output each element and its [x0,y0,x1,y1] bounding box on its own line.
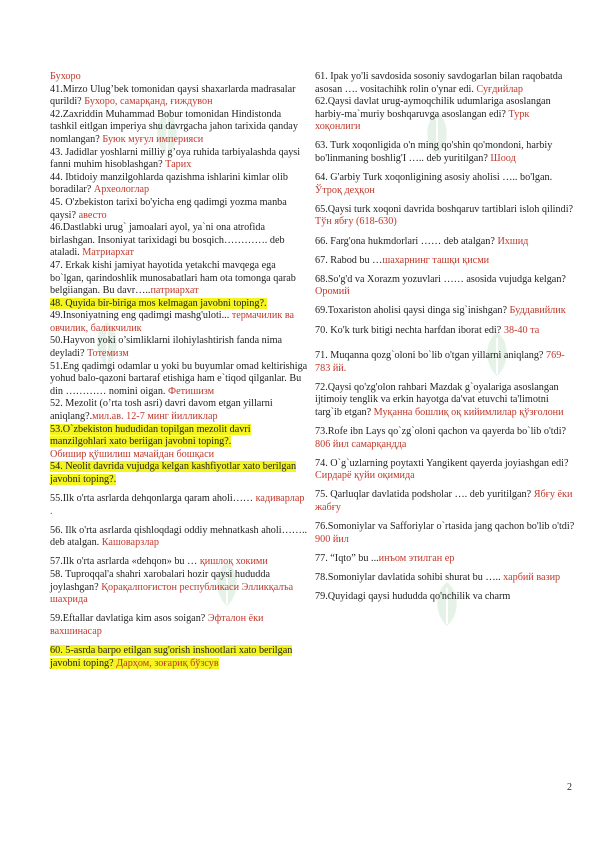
question-text: 67. Rabod bu … [315,254,383,266]
question-item [50,398,308,423]
question-item [50,645,308,670]
question-text: 79.Quyidagi qaysi hududda qo'nchilik va charm [315,591,511,602]
question-item [50,569,308,607]
answer-text: 38-40 та [503,324,540,336]
question-text: 66. Farg'ona hukmdorlari …… deb atalgan? [315,235,498,247]
question-item [315,172,575,197]
question-item [315,458,575,483]
question-item [50,449,308,462]
question-item [50,147,308,172]
answer-text: кадиварлар . [50,493,305,517]
question-item [315,204,575,229]
question-item [50,84,308,109]
answer-text: Буддавийлик [509,305,566,317]
answer-text: Буюк муғул империяси [102,133,204,145]
answer-text: Тарих [165,159,192,171]
question-text: 59.Eftallar davlatiga kim asos soigan? [50,613,208,625]
question-text: 53.O`zbekiston hududidan topilgan mezolit davri manzilgohlari xato beriigan javobni toping?. [50,423,251,448]
question-item [50,197,308,222]
question-text: 44. Ibtidoiy manzilgohlarda qazishma ishlarini kimlar olib boradilar? [50,171,288,196]
question-text: 54. Neolit davrida vujudga kelgan kashfiyotlar xato berilgan javobni toping?. [50,461,297,485]
question-text: 74. O`g`uzlarning poytaxti Yangikent qayerda joyiashgan edi? [315,457,569,469]
answer-text: Тотемизм [87,348,129,360]
answer-text: Дарҳом, зоғариқ бўзсув [116,657,219,669]
answer-text: Ихшид [497,235,529,247]
question-item [315,96,575,134]
answer-text: Археологлар [93,184,150,196]
question-text: 77. “Iqto” bu ... [315,552,379,564]
right-column [315,71,575,604]
question-text: 47. Erkak kishi jamiyat hayotida yetakchi mavqega ega bo`lgan, qarindoshlik munosabatlari ham ota tomonga qarab belgiiangan. Bu davr….. [50,259,296,297]
question-item [50,310,308,335]
question-text: 50.Hayvon yoki o’simliklarni ilohiylashtirish fanda nima deyladi? [50,335,283,360]
answer-text: Сирдарё қуйи оқимида [315,470,415,482]
question-item [315,489,575,514]
question-item [315,274,575,299]
question-item [315,325,575,338]
answer-text: Шоод [490,153,516,165]
question-item [50,172,308,197]
question-text: 76.Somoniylar va Safforiylar o`rtasida jang qachon bo'lib o'tdi? [315,521,575,533]
answer-text: Фетишизм [168,385,215,397]
question-item [50,335,308,360]
question-item [50,298,308,311]
question-text: 56. Ilk o'rta asrlarda qishloqdagi oddiy mehnatkash aholi…….. deb atalgan. [50,524,308,549]
question-item [315,305,575,318]
question-text: 48. Quyida bir-biriga mos kelmagan javobni toping?. [50,297,267,309]
answer-text: Бухоро, самарқанд, ғиждувон [84,96,213,108]
answer-text: авесто [78,209,107,221]
answer-text: харбий вазир [503,571,561,583]
question-item [50,361,308,399]
answer-text: мил.ав. 12-7 минг йилликлар [92,411,218,423]
question-item [315,426,575,451]
question-item [50,424,308,449]
question-item [315,140,575,165]
answer-text: Тўн ябғу (618-630) [315,216,397,228]
answer-text: шахарнинг ташқи қисми [382,254,490,266]
question-item [50,461,308,486]
question-text: 51.Eng qadimgi odamlar u yoki bu buyumlar omad keltirishiga yohud balo-qazoni bartaraf etishiga ham e`tiqod qilganlar. Bu din ………… nomini oigan. [50,360,308,397]
question-text: 57.Ilk o'rta asrlarda «dehqon» bu … [50,556,200,568]
question-text: 62.Qaysi davlat urug-aymoqchilik udumlariga asoslangan harbiy-ma`muriy boshqaruvga asoslangan edi? [315,96,551,120]
answer-text: 900 йил [315,533,349,545]
question-item [315,236,575,249]
question-item [315,255,575,268]
answer-text: 806 йил самарқандда [315,438,407,450]
answer-text: Муқанна бошлиқ оқ кийимлилар қўзғолони [373,406,564,418]
question-text: 75. Qarluqlar davlatida podsholar …. deb yuritilgan? [315,489,534,501]
question-text: 65.Qaysi turk xoqoni davrida boshqaruv tartiblari isloh qilindi? [315,203,574,215]
question-item [315,591,575,604]
question-text: 63. Turk xoqonligida o'n ming qo'shin qo'mondoni, harbiy bo'linmaning boshlig'I ….. deb yuritilgan? [315,140,553,165]
answer-text: қишлоқ хокими [199,556,268,568]
answer-text: Турк хоқонлиги [315,108,530,133]
question-item [50,260,308,298]
answer-text: Ўтроқ деҳқон [315,184,375,196]
answer-text: Матриархат [82,247,134,259]
question-text: 78.Somoniylar davlatida sohibi shurat bu ….. [315,571,504,583]
question-item [315,521,575,546]
answer-text: Қорақалпоғистон республикаси Элликқалъа шахрида [50,581,294,606]
question-text: 68.So'g'd va Xorazm yozuvlari …… asosida vujudga kelgan? [315,273,566,285]
question-item [50,613,308,638]
question-item [50,109,308,147]
question-item [50,222,308,260]
question-text: 42.Zaxriddin Muhammad Bobur tomonidan Hindistonda tashkil eitlgan imperiya shu davrgacha jahon tarixida qanday nomlangan? [50,108,298,145]
question-text: 60. 5-asrda barpo etilgan sug'orish inshootlari xato berilgan javobni toping? [50,645,293,669]
question-text: 71. Muqanna qozg`oloni bo`lib o'tgan yillarni aniqlang? [315,350,547,362]
answer-text: Эфталон ёки вахшинасар [50,613,264,637]
question-text: 52. Mezolit (o’rta tosh asri) davri davom etgan yillarni aniqlang?. [50,398,273,423]
question-text: 73.Rofe ibn Lays qo`zg`oloni qachon va qayerda bo`lib o'tdi? [315,426,567,438]
question-item [315,71,575,96]
left-column [50,71,308,670]
answer-text: термачилик ва овчилик, баликчилик [50,310,295,334]
answer-text: Суғдийлар [476,83,524,95]
question-text: 55.Ilk o'rta asrlarda dehqonlarga qaram aholi…… [50,493,256,505]
question-item [315,572,575,585]
answer-text: 769-783 йй. [315,350,565,374]
question-text: 45. O'zbekiston tarixi bo'yicha eng qadimgi yozma manba qaysi? [50,196,287,221]
question-item [315,553,575,566]
question-text: 70. Ko'k turk bitigi nechta harfdan iborat edi? [315,324,504,336]
question-text: 72.Qaysi qo'zg'olon rahbari Mazdak g`oyalariga asoslangan ijtimoiy tenglik va erkin hayotga da'vat etuvchi ta'limotni targ`ib etgan? [315,381,559,418]
question-item [315,350,575,375]
question-item [50,525,308,550]
answer-text: Бухоро [50,71,81,82]
answer-text: инъом этилган ер [378,552,455,564]
question-text: 46.Dastlabki urug` jamoalari ayol, ya`ni ona atrofida birlashgan. Insoniyat tarixidagi bu bosqich…………. deb ataladi. [50,222,285,259]
question-text: 49.Insoniyatning eng qadimgi mashg'uloti... [50,310,232,322]
question-text: 41.Mirzo Ulug’bek tomonidan qaysi shaxarlarda madrasalar qurildi? [50,83,296,108]
question-item [50,493,308,518]
question-text: 64. G'arbiy Turk xoqonligining asosiy aholisi ….. bo'lgan. [315,172,553,184]
answer-text: Кашоварзлар [101,537,160,549]
question-item [50,556,308,569]
question-text: 43. Jadidlar yoshlarni milliy g’oya ruhida tarbiyalashda qaysi fanni muhim hisoblashgan? [50,146,301,171]
question-text: 58. Tuproqqal'a shahri xarobalari hozir qaysi hududda joylashgan? [50,569,270,593]
answer-text: Ябғу ёки жабғу [315,489,573,514]
question-item [50,71,308,84]
question-text: 61. Ipak yo'li savdosida sosoniy savdogarlan bilan raqobatda asosan …. vositachihk rolin o'ynar edi. [315,71,563,95]
question-item [315,382,575,420]
page-number: 2 [567,782,572,793]
answer-text: Обишир қўшилиш мачайдан бошқаси [50,448,215,460]
answer-text: Оромий [315,286,350,298]
answer-text: патриархат [150,285,199,297]
question-text: 69.Toxariston aholisi qaysi dinga sig`inishgan? [315,305,510,317]
